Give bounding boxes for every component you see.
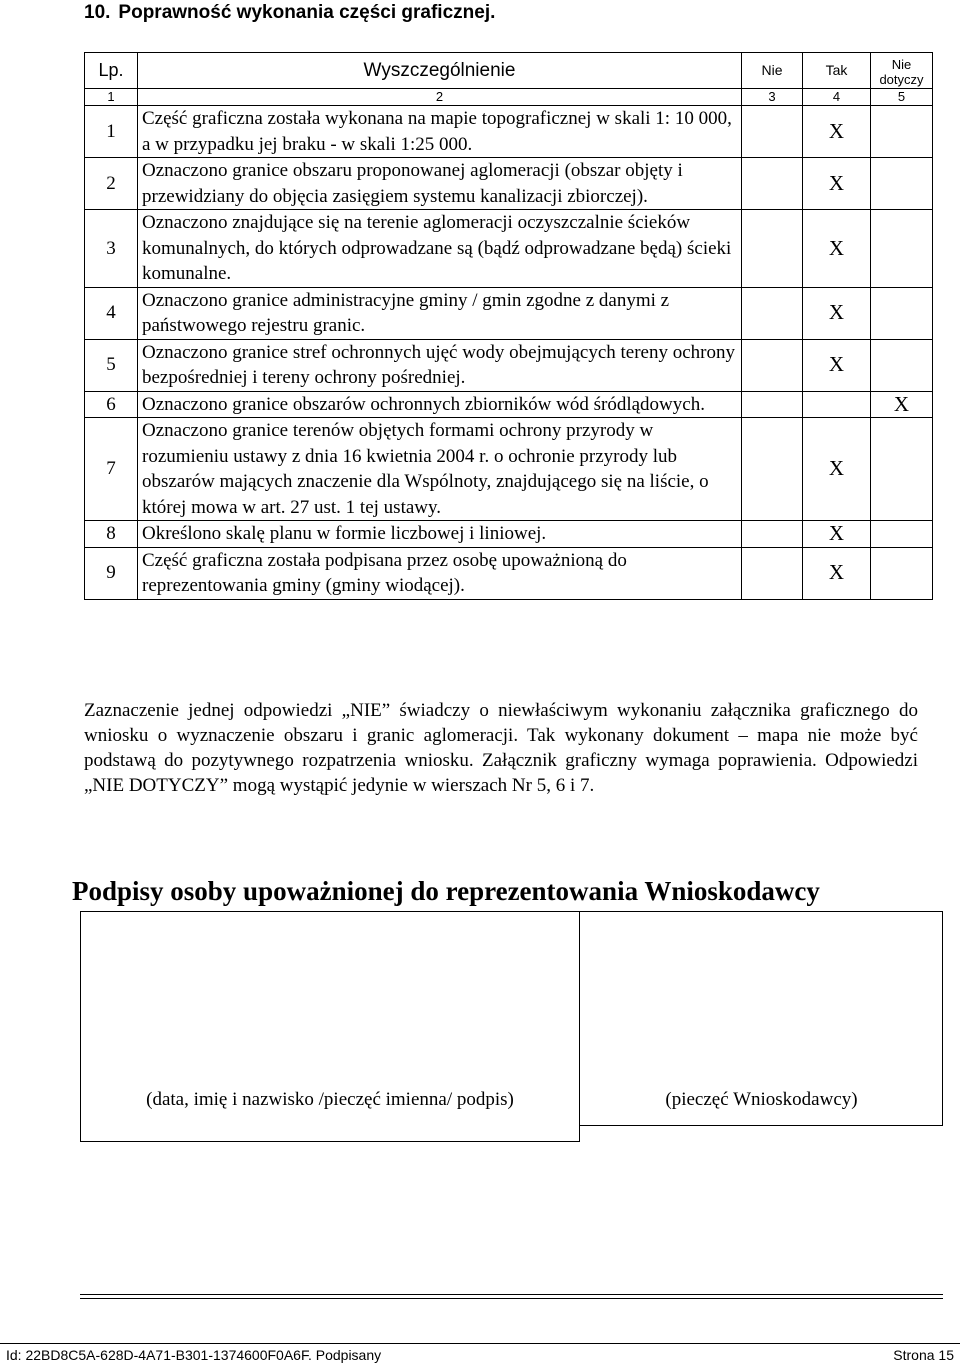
column-number: 3 (742, 89, 803, 106)
mark-tak: X (803, 521, 871, 548)
row-text: Oznaczono granice terenów objętych formami ochrony przyrody w rozumieniu ustawy z dnia 16 kwietnia 2004 r. o ochronie przyrody lub obszarów mających znaczenie dla Wspólnoty, znajdującego się na liście, o której mowa w art. 27 ust. 1 tej ustawy. (138, 418, 742, 521)
table-header-row (85, 53, 933, 89)
mark-nie (742, 418, 803, 521)
column-number: 2 (138, 89, 742, 106)
mark-nie (742, 339, 803, 391)
column-number: 1 (85, 89, 138, 106)
mark-nie (742, 210, 803, 288)
table-row (85, 339, 933, 391)
footer-rule (80, 1294, 943, 1295)
row-lp: 6 (85, 391, 138, 418)
mark-tak (803, 391, 871, 418)
page-number: Strona 15 (893, 1347, 954, 1363)
stamp-label: (pieczęć Wnioskodawcy) (665, 1089, 858, 1110)
section-title (84, 2, 495, 24)
mark-tak: X (803, 418, 871, 521)
row-lp: 7 (85, 418, 138, 521)
mark-nie (742, 158, 803, 210)
row-lp: 9 (85, 547, 138, 599)
mark-nie-dotyczy (871, 521, 933, 548)
footer-rule (80, 1298, 943, 1299)
table-row (85, 106, 933, 158)
section-number: 10. (84, 2, 111, 23)
mark-nie-dotyczy (871, 158, 933, 210)
table-row (85, 521, 933, 548)
mark-tak: X (803, 339, 871, 391)
footer-divider (0, 1343, 960, 1344)
row-lp: 8 (85, 521, 138, 548)
table-row (85, 547, 933, 599)
column-number-row (85, 89, 933, 106)
row-lp: 5 (85, 339, 138, 391)
document-id: Id: 22BD8C5A-628D-4A71-B301-1374600F0A6F. Podpisany (6, 1347, 382, 1363)
mark-nie-dotyczy (871, 106, 933, 158)
header-tak: Tak (803, 53, 871, 89)
mark-nie (742, 547, 803, 599)
table-row (85, 210, 933, 288)
header-description: Wyszczególnienie (138, 53, 742, 89)
table-row (85, 418, 933, 521)
row-text: Określono skalę planu w formie liczbowej i liniowej. (138, 521, 742, 548)
checklist-table (84, 52, 933, 600)
mark-nie-dotyczy (871, 287, 933, 339)
table-row (85, 287, 933, 339)
section-title-text: Poprawność wykonania części graficznej. (118, 2, 496, 23)
column-number: 5 (871, 89, 933, 106)
mark-tak: X (803, 106, 871, 158)
row-lp: 3 (85, 210, 138, 288)
signatures-heading: Podpisy osoby upoważnionej do reprezentowania Wnioskodawcy (72, 876, 820, 906)
header-nie-dotyczy: Nie dotyczy (871, 53, 933, 89)
row-text: Część graficzna została wykonana na mapie topograficznej w skali 1: 10 000, a w przypadku jej braku - w skali 1:25 000. (138, 106, 742, 158)
instruction-note: Zaznaczenie jednej odpowiedzi „NIE” świadczy o niewłaściwym wykonaniu załącznika graficznego do wniosku o wyznaczenie obszaru i granic aglomeracji. Tak wykonany dokument – mapa nie może być podstawą do pozytywnego rozpatrzenia wniosku. Załącznik graficzny wymaga poprawienia. Odpowiedzi „NIE DOTYCZY” mogą wystąpić jedynie w wierszach Nr 5, 6 i 7. (84, 700, 918, 796)
mark-nie (742, 521, 803, 548)
mark-nie (742, 106, 803, 158)
row-text: Oznaczono granice obszarów ochronnych zbiorników wód śródlądowych. (138, 391, 742, 418)
row-lp: 2 (85, 158, 138, 210)
mark-nie-dotyczy (871, 418, 933, 521)
mark-tak: X (803, 158, 871, 210)
header-lp: Lp. (85, 53, 138, 89)
mark-nie-dotyczy: X (871, 391, 933, 418)
table-row (85, 391, 933, 418)
row-text: Oznaczono granice administracyjne gminy / gmin zgodne z danymi z państwowego rejestru granic. (138, 287, 742, 339)
mark-nie (742, 287, 803, 339)
row-lp: 4 (85, 287, 138, 339)
mark-nie-dotyczy (871, 339, 933, 391)
mark-nie-dotyczy (871, 547, 933, 599)
header-nie: Nie (742, 53, 803, 89)
row-lp: 1 (85, 106, 138, 158)
mark-tak: X (803, 210, 871, 288)
row-text: Część graficzna została podpisana przez osobę upoważnioną do reprezentowania gminy (gminy wiodącej). (138, 547, 742, 599)
row-text: Oznaczono granice obszaru proponowanej aglomeracji (obszar objęty i przewidziany do objęcia zasięgiem systemu kanalizacji zbiorczej). (138, 158, 742, 210)
mark-tak: X (803, 547, 871, 599)
table-row (85, 158, 933, 210)
row-text: Oznaczono granice stref ochronnych ujęć wody obejmujących tereny ochrony bezpośredniej i tereny ochrony pośredniej. (138, 339, 742, 391)
mark-tak: X (803, 287, 871, 339)
mark-nie (742, 391, 803, 418)
mark-nie-dotyczy (871, 210, 933, 288)
column-number: 4 (803, 89, 871, 106)
signature-label: (data, imię i nazwisko /pieczęć imienna/ podpis) (146, 1089, 514, 1110)
row-text: Oznaczono znajdujące się na terenie aglomeracji oczyszczalnie ścieków komunalnych, do których odprowadzane są (bądź odprowadzane będą) ścieki komunalne. (138, 210, 742, 288)
